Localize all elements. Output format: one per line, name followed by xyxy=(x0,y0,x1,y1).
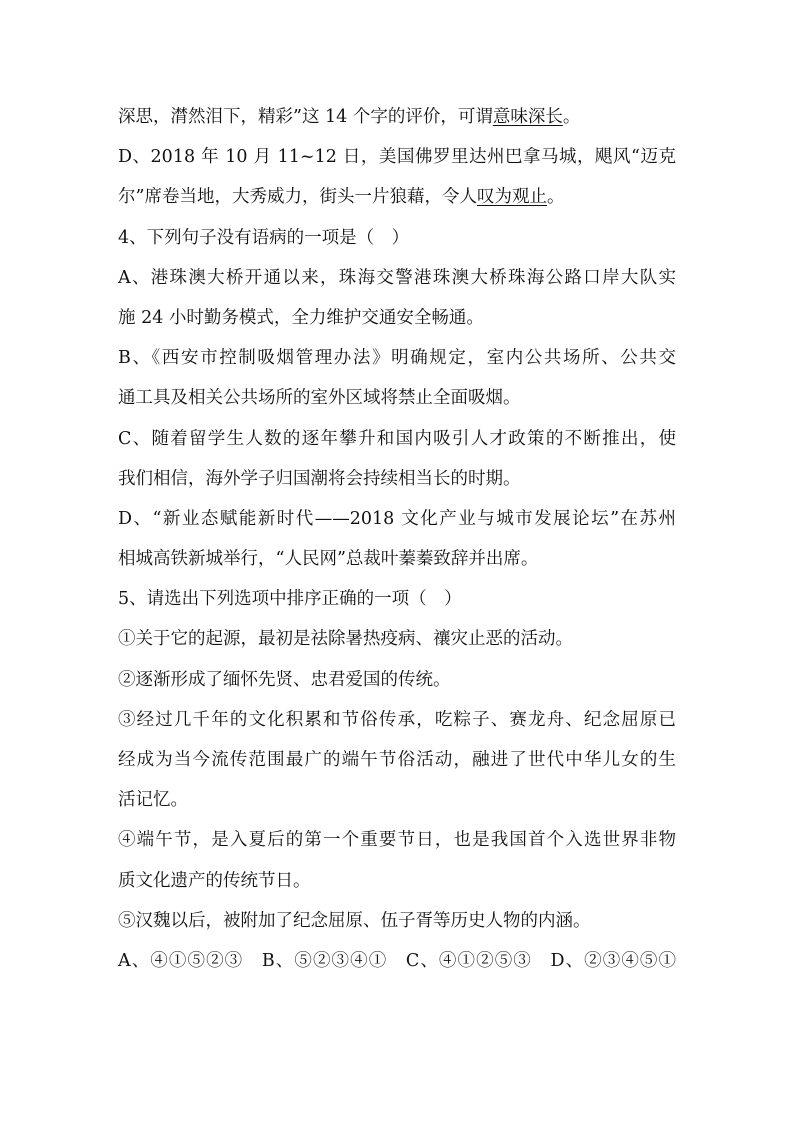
text-line: 活记忆。 xyxy=(118,790,188,811)
option-a-line: A、港珠澳大桥开通以来，珠海交警港珠澳大桥珠海公路口岸大队实 xyxy=(118,267,676,288)
text-line: 施 24 小时勤务模式，全力维护交通安全畅通。 xyxy=(118,307,484,328)
text-line: D、2018 年 10 月 11~12 日，美国佛罗里达州巴拿马城，飓风“迈克 xyxy=(118,147,676,168)
text-line: 通工具及相关公共场所的室外区域将禁止全面吸烟。 xyxy=(118,388,521,409)
text-line: 尔”席卷当地，大秀威力，街头一片狼藉，令人叹为观止。 xyxy=(118,187,565,208)
question-4-stem: 4、下列句子没有语病的一项是（ ） xyxy=(118,227,410,248)
sentence-1: ①关于它的起源，最初是祛除暑热疫病、禳灾止恶的活动。 xyxy=(118,629,573,650)
option-b-line: B、《西安市控制吸烟管理办法》明确规定，室内公共场所、公共交 xyxy=(118,348,676,369)
answer-options: A、④①⑤②③ B、⑤②③④① C、④①②⑤③ D、②③④⑤① xyxy=(118,950,676,971)
sentence-5: ⑤汉魏以后，被附加了纪念屈原、伍子胥等历史人物的内涵。 xyxy=(118,910,591,931)
text-line: 质文化遗产的传统节日。 xyxy=(118,870,311,891)
text-line: 深思，潸然泪下，精彩”这 14 个字的评价，可谓意味深长。 xyxy=(118,107,581,127)
sentence-2: ②逐渐形成了缅怀先贤、忠君爱国的传统。 xyxy=(118,669,451,690)
underlined-phrase: 意味深长 xyxy=(492,107,563,127)
option-d-line: D、“新业态赋能新时代——2018 文化产业与城市发展论坛”在苏州 xyxy=(118,508,676,529)
sentence-3: ③经过几千年的文化积累和节俗传承，吃粽子、赛龙舟、纪念屈原已 xyxy=(118,709,676,730)
question-5-stem: 5、请选出下列选项中排序正确的一项（ ） xyxy=(118,589,462,610)
text-line: 相城高铁新城举行，“人民网”总裁叶蓁蓁致辞并出席。 xyxy=(118,549,539,570)
sentence-4: ④端午节，是入夏后的第一个重要节日，也是我国首个入选世界非物 xyxy=(118,830,676,851)
text-line: 我们相信，海外学子归国潮将会持续相当长的时期。 xyxy=(118,468,521,489)
option-c-line: C、随着留学生人数的逐年攀升和国内吸引人才政策的不断推出，使 xyxy=(118,428,676,449)
underlined-phrase: 叹为观止 xyxy=(476,187,547,208)
text-line: 经成为当今流传范围最广的端午节俗活动，融进了世代中华儿女的生 xyxy=(118,750,676,770)
